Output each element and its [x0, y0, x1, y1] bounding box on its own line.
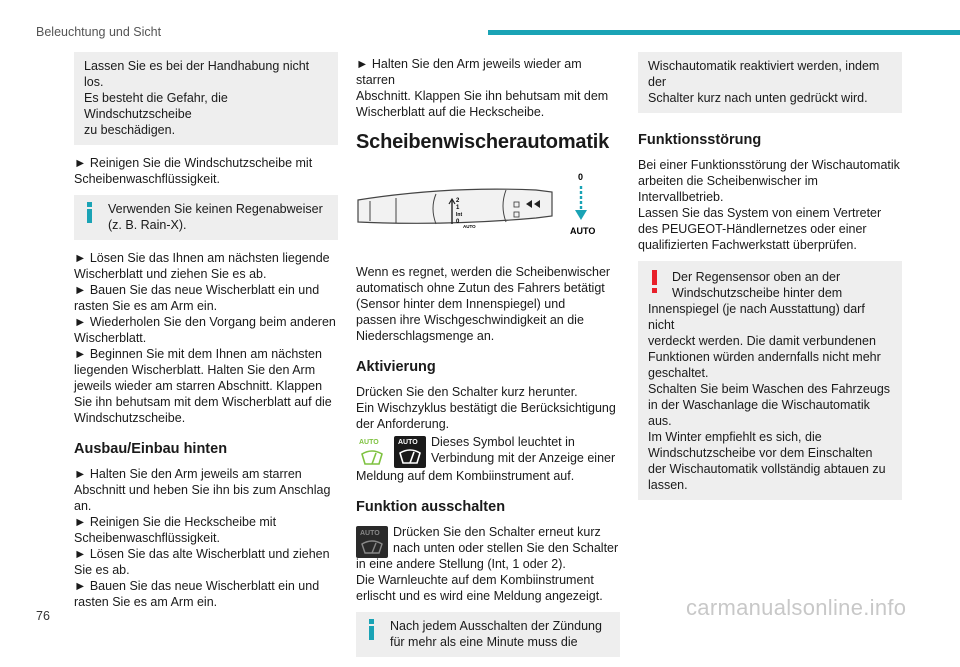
section-title: Scheibenwischerautomatik — [356, 131, 610, 153]
svg-text:0: 0 — [578, 172, 584, 182]
heading-malfunction: Funktionsstörung — [638, 132, 762, 148]
wiper-stalk-illustration — [356, 170, 606, 246]
header-accent-bar — [488, 30, 960, 35]
running-header: Beleuchtung und Sicht — [36, 25, 162, 39]
watermark: carmanualsonline.info — [686, 595, 907, 620]
deactivation-row: AUTO Drücken Sie den Schalter erneut kurz nach unten oder stellen Sie den Schalter — [356, 524, 620, 556]
svg-text:AUTO: AUTO — [398, 439, 418, 446]
warning-icon — [650, 270, 659, 294]
steps-replace-front: ► Lösen Sie das Ihnen am nächsten liegende Wischerblatt und ziehen Sie es ab. ► Bauen Sie das neue Wischerblatt ein und rasten Sie es am Arm ein. ► Wiederholen Sie den Vorgang beim anderen Wischerblatt. ► Beginnen Sie mit dem Ihnen am nächsten liegenden Wischerblatt. Halten Sie den Arm jeweils wieder am starren Abschnitt. Klappen Sie ihn behutsam mit dem Wischerblatt auf die Windschutzscheibe. — [74, 251, 336, 425]
heading-deactivation: Funktion ausschalten — [356, 499, 506, 515]
svg-text:2: 2 — [456, 198, 460, 204]
svg-text:0: 0 — [456, 219, 460, 225]
caution-box: Lassen Sie es bei der Handhabung nicht los. Es besteht die Gefahr, die Windschutzscheibe zu beschädigen. — [74, 52, 338, 145]
warning-box-rain-sensor: Der Regensensor oben an der Windschutzscheibe hinter dem Innenspiegel (je nach Ausstattung) darf nicht verdeckt werden. Die damit verbundenen Funktionen würden andernfalls nicht mehr geschaltet. Schalten Sie beim Waschen des Fahrzeugs in der Waschanlage die Wischautomatik aus. Im Winter empfiehlt es sich, die Windschutzscheibe vor dem Einschalten der Wischautomatik vollständig abtauen zu lassen. — [638, 261, 902, 500]
info-box-continued: Wischautomatik reaktiviert werden, indem der Schalter kurz nach unten gedrückt wird. — [638, 52, 902, 113]
auto-wiper-dark-icon — [394, 436, 426, 468]
heading-activation: Aktivierung — [356, 359, 436, 375]
svg-text:Int: Int — [456, 212, 463, 218]
svg-text:1: 1 — [456, 205, 460, 211]
auto-wiper-green-icon — [356, 436, 388, 470]
step-fold-rear-arm: ► Halten Sie den Arm jeweils wieder am starren Abschnitt. Klappen Sie ihn behutsam mit dem Wischerblatt auf die Heckscheibe. — [356, 57, 609, 119]
malfunction-text: Bei einer Funktionsstörung der Wischautomatik arbeiten die Scheibenwischer im Intervallbetrieb. Lassen Sie das System von einem Vertreter des PEUGEOT-Händlernetzes oder einer qualifizierten Fachwerkstatt überprüfen. — [638, 158, 900, 252]
info-box-ignition: Nach jedem Ausschalten der Zündung für mehr als eine Minute muss die — [356, 612, 620, 657]
page-number: 76 — [36, 609, 50, 623]
svg-text:AUTO: AUTO — [463, 224, 476, 229]
auto-indicator-text-tail: Meldung auf dem Kombiinstrument auf. — [356, 469, 575, 483]
deactivation-text: in eine andere Stellung (Int, 1 oder 2). Die Warnleuchte auf dem Kombiinstrument erlischt und es wird eine Meldung angezeigt. — [356, 557, 603, 603]
info-box-rain-repellent: Verwenden Sie keinen Regenabweiser (z. B. Rain-X). — [74, 195, 338, 240]
steps-replace-rear: ► Halten Sie den Arm jeweils am starren Abschnitt und heben Sie ihn bis zum Anschlag an. ► Reinigen Sie die Heckscheibe mit Scheibenwaschflüssigkeit. ► Lösen Sie das alte Wischerblatt und ziehen Sie es ab. ► Bauen Sie das neue Wischerblatt ein und rasten Sie es am Arm ein. — [74, 467, 331, 609]
heading-rear-removal: Ausbau/Einbau hinten — [74, 441, 228, 457]
automatic-intro: Wenn es regnet, werden die Scheibenwischer automatisch ohne Zutun des Fahrers betätigt (Sensor hinter dem Innenspiegel) und passen ihre Wischgeschwindigkeit an die Niederschlagsmenge an. — [356, 265, 611, 343]
auto-indicator-row: AUTO AUTO Dieses Symbol leuchtet in Verbindung mit der Anzeige einer — [356, 434, 620, 474]
info-icon — [367, 619, 376, 641]
step-clean-windscreen: ► Reinigen Sie die Windschutzscheibe mit Scheibenwaschflüssigkeit. — [74, 156, 313, 186]
column-middle — [356, 52, 620, 667]
activation-text: Drücken Sie den Schalter kurz herunter. Ein Wischzyklus bestätigt die Berücksichtigung der Anforderung. — [356, 385, 616, 431]
svg-text:AUTO: AUTO — [360, 530, 380, 537]
column-right — [638, 52, 902, 510]
info-icon — [85, 202, 94, 224]
column-left — [74, 52, 338, 618]
svg-text:AUTO: AUTO — [570, 226, 596, 236]
auto-wiper-off-icon — [356, 526, 388, 558]
svg-text:AUTO: AUTO — [359, 439, 379, 446]
